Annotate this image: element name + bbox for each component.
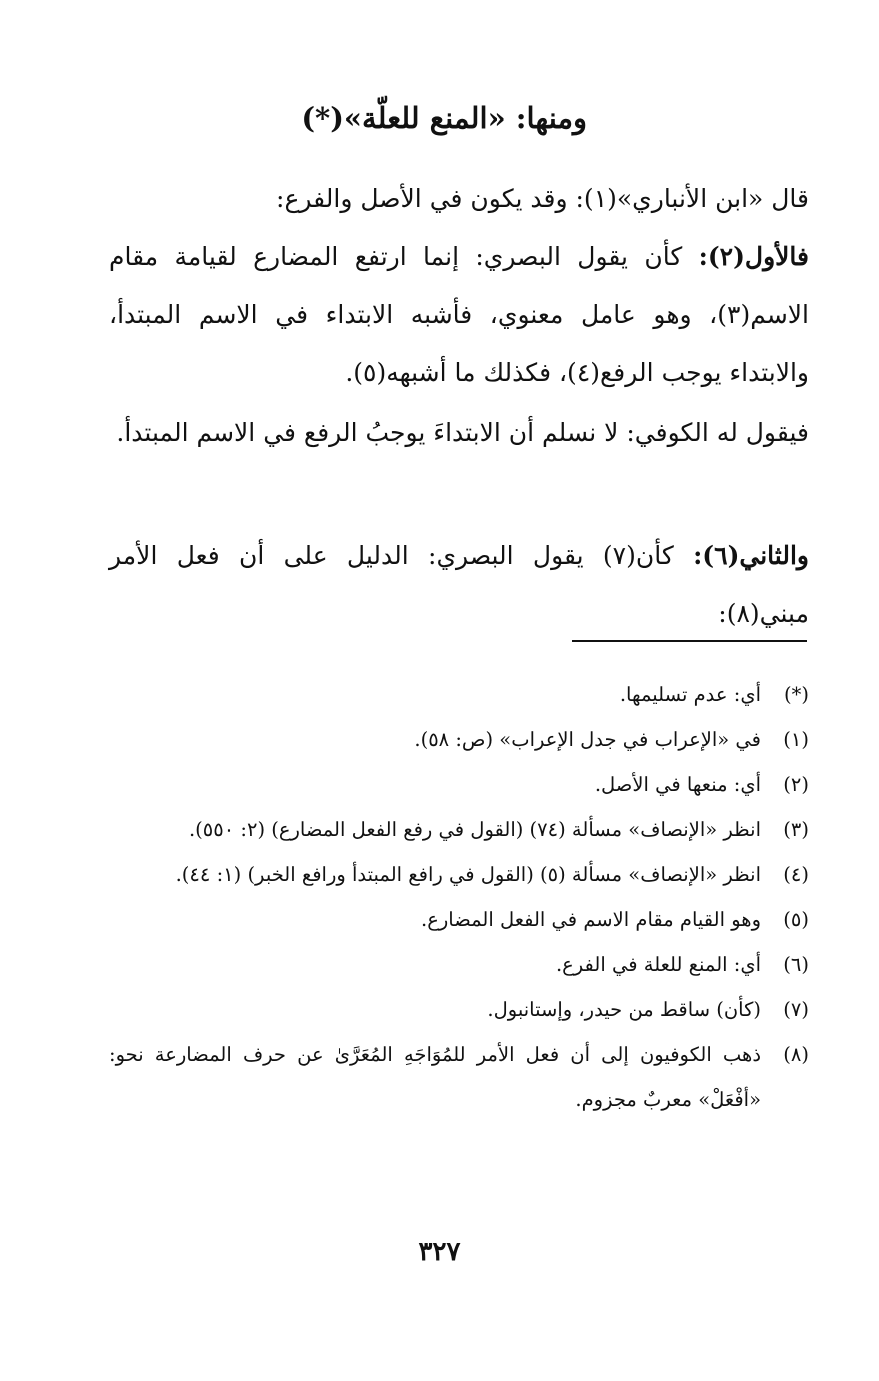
footnote-number: (٤) [783, 863, 809, 886]
footnote-number: (٧) [783, 998, 809, 1021]
footnote-number: (٢) [783, 773, 809, 796]
footnote-number: (١) [783, 728, 809, 751]
footnote-text: انظر «الإنصاف» مسألة (٧٤) (القول في رفع الفعل المضارع) (٢: ٥٥٠). [188, 818, 761, 841]
footnotes [109, 672, 809, 1122]
footnote-text: وهو القيام مقام الاسم في الفعل المضارع. [421, 908, 761, 931]
footnote-item [109, 807, 809, 852]
section-heading: ومنها: «المنع للعلّة»(*) [301, 101, 587, 135]
paragraph-intro: قال «ابن الأنباري»(١): وقد يكون في الأصل والفرع: [276, 184, 809, 213]
footnote-item [109, 672, 809, 717]
footnote-number: (٣) [783, 818, 809, 841]
footnote-text: انظر «الإنصاف» مسألة (٥) (القول في رافع المبتدأ ورافع الخبر) (١: ٤٤). [175, 863, 761, 886]
footnote-number: (٨) [783, 1043, 809, 1066]
paragraph-kufi-reply: فيقول له الكوفي: لا نسلم أن الابتداءَ يوجبُ الرفع في الاسم المبتدأ. [116, 418, 809, 447]
footnote-item [109, 897, 809, 942]
paragraph-second-lead: والثاني(٦): [693, 541, 809, 570]
footnote-number: (٥) [783, 908, 809, 931]
page-number: ٣٢٧ [418, 1237, 461, 1267]
paragraph-second-text: كأن(٧) يقول البصري: الدليل على أن فعل الأمر مبني(٨): [109, 541, 809, 628]
paragraph-first-text: كأن يقول البصري: إنما ارتفع المضارع لقيامة مقام الاسم(٣)، وهو عامل معنوي، فأشبه الابتداء في الاسم المبتدأ، والابتداء يوجب الرفع(٤)، فكذلك ما أشبهه(٥). [109, 242, 809, 387]
paragraph-second [109, 527, 809, 643]
footnote-text: ذهب الكوفيون إلى أن فعل الأمر للمُوَاجَهِ المُعَرَّىٰ عن حرف المضارعة نحو: «أفْعَلْ» معربٌ مجزوم. [109, 1043, 761, 1111]
footnote-item [109, 762, 809, 807]
footnote-item [109, 987, 809, 1032]
footnote-text: أي: عدم تسليمها. [619, 683, 761, 706]
footnote-item [109, 717, 809, 762]
footnote-text: في «الإعراب في جدل الإعراب» (ص: ٥٨). [414, 728, 761, 751]
footnote-number: (*) [784, 683, 809, 706]
paragraph-first-lead: فالأول(٢): [698, 242, 809, 271]
footnote-text: (كأن) ساقط من حيدر، وإستانبول. [487, 998, 761, 1021]
footnote-item [109, 1032, 809, 1122]
footnote-text: أي: المنع للعلة في الفرع. [555, 953, 761, 976]
footnote-divider [572, 640, 807, 642]
paragraph-first [109, 228, 809, 402]
footnote-item [109, 942, 809, 987]
footnote-text: أي: منعها في الأصل. [594, 773, 761, 796]
footnote-number: (٦) [783, 953, 809, 976]
footnote-item [109, 852, 809, 897]
